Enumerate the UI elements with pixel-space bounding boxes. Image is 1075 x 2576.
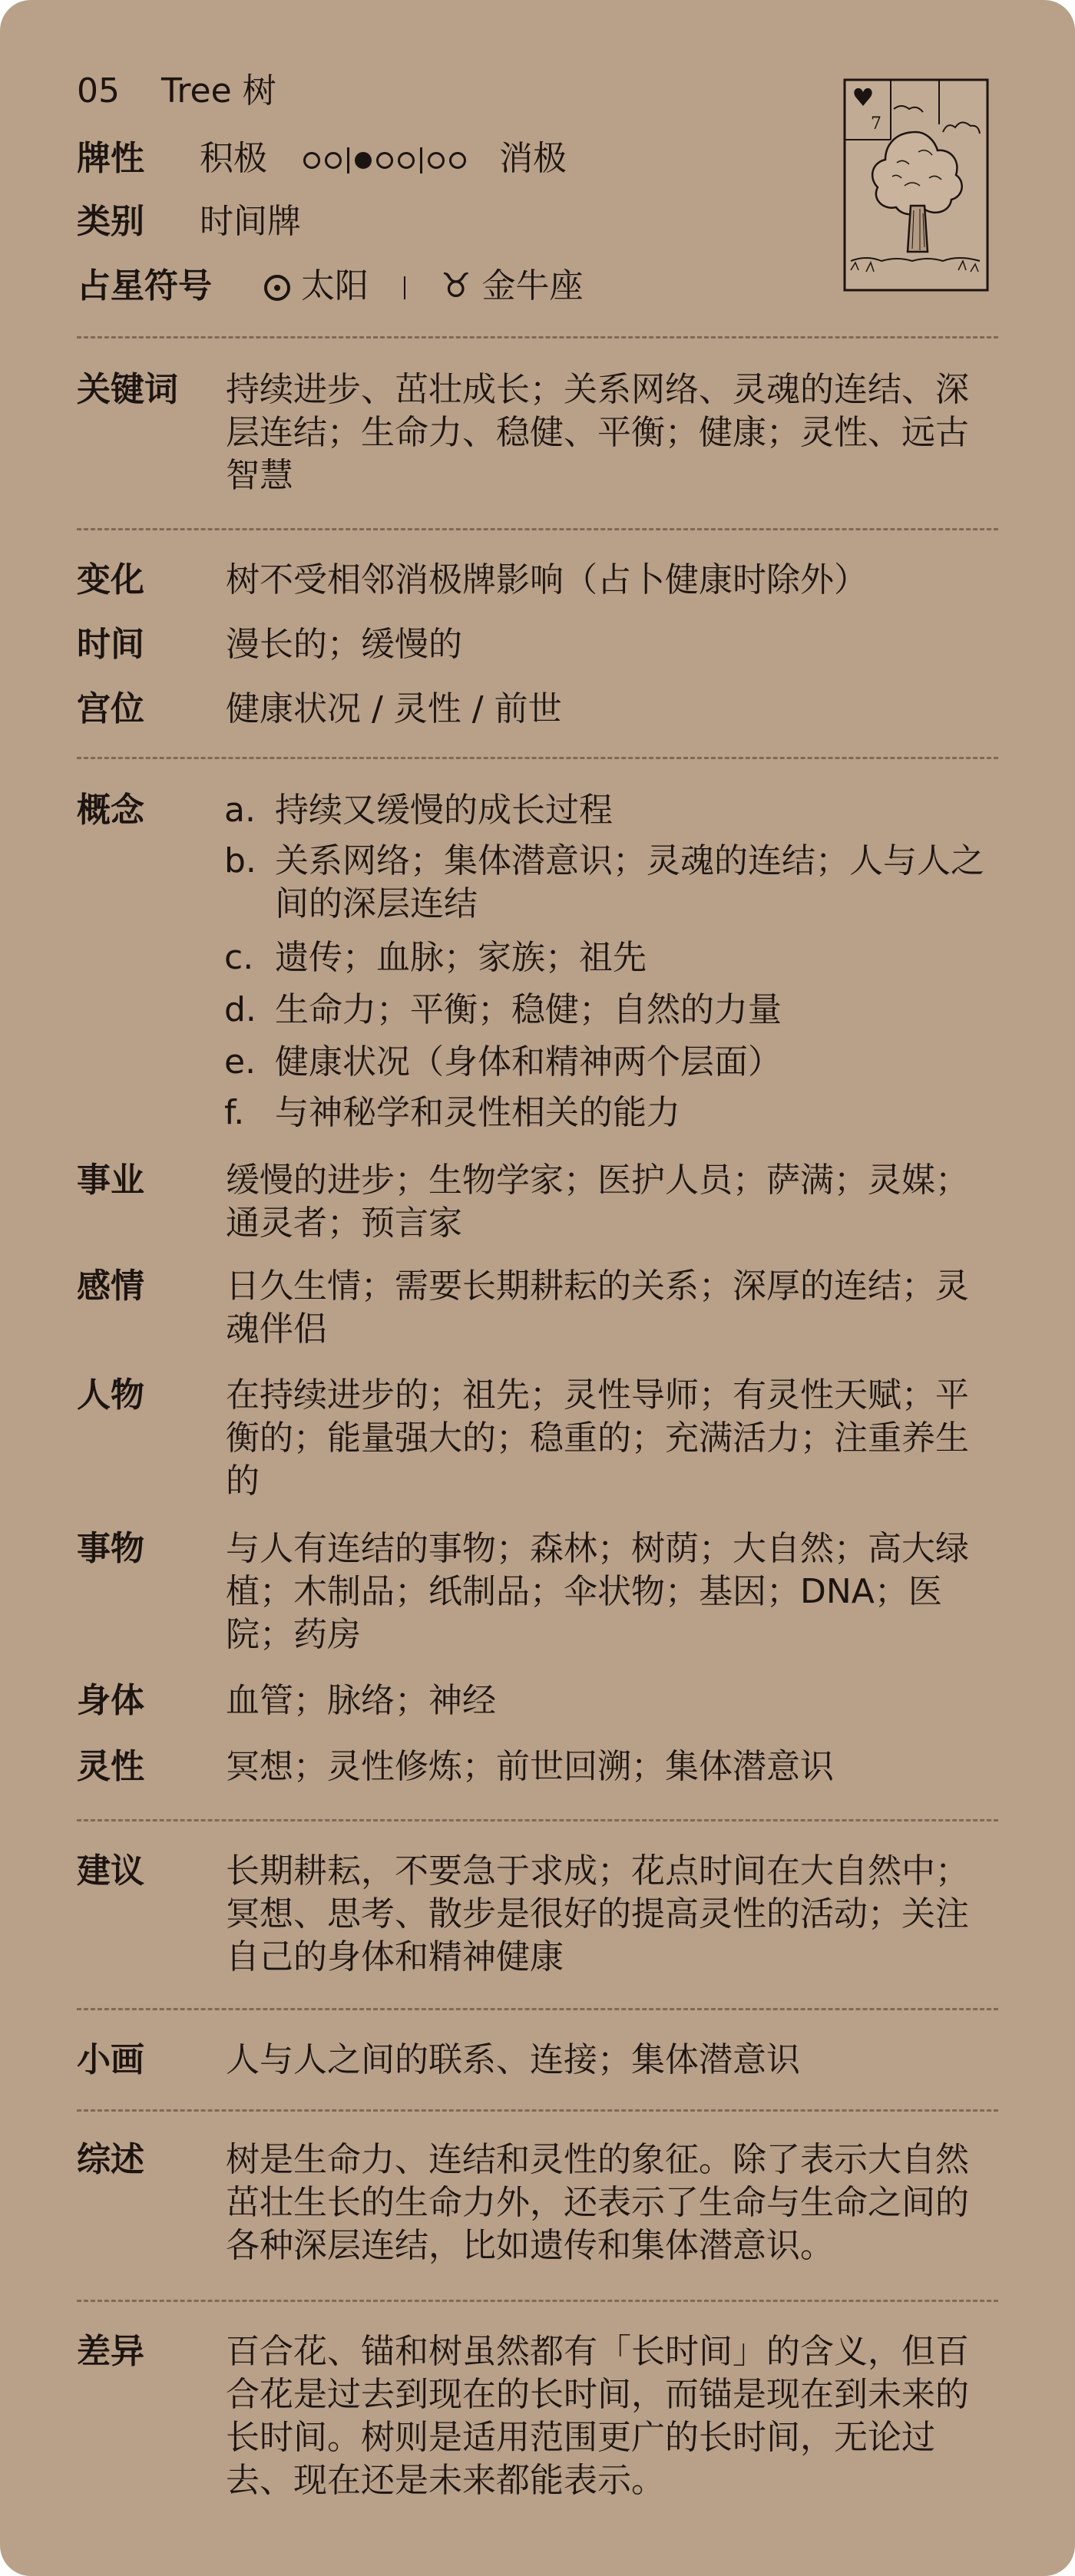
keywords-text: 持续进步、茁壮成长；关系网络、灵魂的连结、深层连结；生命力、稳健、平衡；健康；灵性、远古智慧 — [226, 370, 969, 495]
concept-text: 健康状况（身体和精神两个层面） — [275, 1042, 782, 1082]
concept-letter: a. — [224, 791, 256, 830]
card-title — [77, 71, 276, 112]
advice-label: 建议 — [77, 1851, 144, 1891]
scale-divider — [347, 147, 349, 173]
concept-letter: f. — [224, 1093, 245, 1132]
category-value: 时间牌 — [200, 202, 301, 241]
person-text: 在持续进步的；祖先；灵性导师；有灵性天赋；平衡的；能量强大的；稳重的；充满活力；注重养生的 — [226, 1376, 969, 1501]
object-label: 事物 — [77, 1529, 144, 1568]
house-value: 健康状况 / 灵性 / 前世 — [226, 689, 562, 728]
body-label: 身体 — [77, 1681, 144, 1720]
concept-text: 与神秘学和灵性相关的能力 — [275, 1093, 680, 1132]
scale-circle — [449, 152, 466, 169]
career-text: 缓慢的进步；生物学家；医护人员；萨满；灵媒；通灵者；预言家 — [226, 1161, 969, 1243]
divider — [77, 2109, 998, 2112]
concept-item — [224, 936, 1000, 979]
concept-item — [224, 1091, 1000, 1134]
house-label: 宫位 — [77, 689, 144, 728]
taurus-icon: ♉ — [441, 266, 471, 305]
divider — [77, 528, 998, 530]
divider — [77, 2300, 998, 2302]
concept-text: 持续又缓慢的成长过程 — [275, 791, 613, 830]
concept-letter: b. — [224, 841, 256, 880]
polarity-negative: 消极 — [499, 139, 567, 178]
person-label: 人物 — [77, 1376, 144, 1415]
concept-item — [224, 1041, 1000, 1084]
summary-text: 树是生命力、连结和灵性的象征。除了表示大自然茁壮生长的生命力外，还表示了生命与生命之间的各种深层连结，比如遗传和集体潜意识。 — [226, 2140, 969, 2265]
concept-text: 生命力；平衡；稳健；自然的力量 — [275, 990, 782, 1029]
category-label: 类别 — [77, 202, 144, 241]
concept-text: 关系网络；集体潜意识；灵魂的连结；人与人之间的深层连结 — [275, 841, 984, 923]
love-label: 感情 — [77, 1267, 144, 1306]
scale-circle-filled — [355, 152, 372, 169]
spirit-label: 灵性 — [77, 1747, 144, 1786]
sun-icon — [264, 275, 290, 301]
card-name: Tree 树 — [161, 71, 276, 111]
astrology-sign: 金牛座 — [481, 266, 584, 305]
divider — [77, 2008, 998, 2010]
divider — [77, 336, 998, 339]
scale-circle — [376, 152, 393, 169]
astrology-divider — [404, 276, 405, 299]
body-text: 血管；脉络；神经 — [226, 1681, 496, 1720]
scale-circle — [428, 152, 445, 169]
object-text: 与人有连结的事物；森林；树荫；大自然；高大绿植；木制品；纸制品；伞状物；基因；DNA；医院；药房 — [226, 1529, 969, 1654]
category-row — [77, 201, 301, 243]
concept-letter: c. — [224, 938, 254, 977]
concept-text: 遗传；血脉；家族；祖先 — [275, 938, 647, 977]
scale-circle — [303, 152, 320, 169]
change-value: 树不受相邻消极牌影响（占卜健康时除外） — [226, 560, 868, 599]
time-label: 时间 — [77, 625, 144, 664]
polarity-label: 牌性 — [77, 139, 144, 178]
tree-card-illustration — [843, 78, 989, 292]
astrology-planet: 太阳 — [301, 266, 369, 305]
tree-card-svg — [843, 78, 989, 292]
card-number: 05 — [77, 71, 120, 111]
polarity-scale — [301, 139, 479, 178]
advice-text: 长期耕耘，不要急于求成；花点时间在大自然中；冥想、思考、散步是很好的提高灵性的活动；关注自己的身体和精神健康 — [226, 1851, 969, 1977]
polarity-row — [77, 138, 567, 180]
summary-label: 综述 — [77, 2140, 144, 2179]
keywords-label: 关键词 — [77, 370, 178, 409]
spirit-text: 冥想；灵性修炼；前世回溯；集体潜意识 — [226, 1747, 834, 1786]
astrology-label: 占星符号 — [77, 266, 212, 305]
polarity-positive: 积极 — [200, 139, 267, 178]
career-label: 事业 — [77, 1161, 144, 1200]
scale-circle — [325, 152, 342, 169]
small-picture-text: 人与人之间的联系、连接；集体潜意识 — [226, 2040, 800, 2079]
astrology-row — [77, 266, 583, 307]
scale-divider — [420, 147, 422, 173]
concept-item — [224, 989, 1000, 1032]
concept-item — [224, 789, 1000, 832]
concept-label: 概念 — [77, 791, 144, 830]
difference-text: 百合花、锚和树虽然都有「长时间」的含义，但百合花是过去到现在的长时间，而锚是现在到未来的长时间。树则是适用范围更广的长时间，无论过去、现在还是未来都能表示。 — [226, 2332, 969, 2500]
scale-circle — [398, 152, 415, 169]
divider — [77, 757, 998, 759]
svg-text:7: 7 — [871, 114, 882, 134]
time-value: 漫长的；缓慢的 — [226, 625, 462, 664]
difference-label: 差异 — [77, 2332, 144, 2371]
concept-letter: d. — [224, 990, 256, 1029]
concept-letter: e. — [224, 1042, 256, 1082]
change-label: 变化 — [77, 560, 144, 599]
small-picture-label: 小画 — [77, 2040, 144, 2079]
love-text: 日久生情；需要长期耕耘的关系；深厚的连结；灵魂伴侣 — [226, 1267, 969, 1349]
divider — [77, 1819, 998, 1821]
concept-item — [224, 840, 1000, 926]
